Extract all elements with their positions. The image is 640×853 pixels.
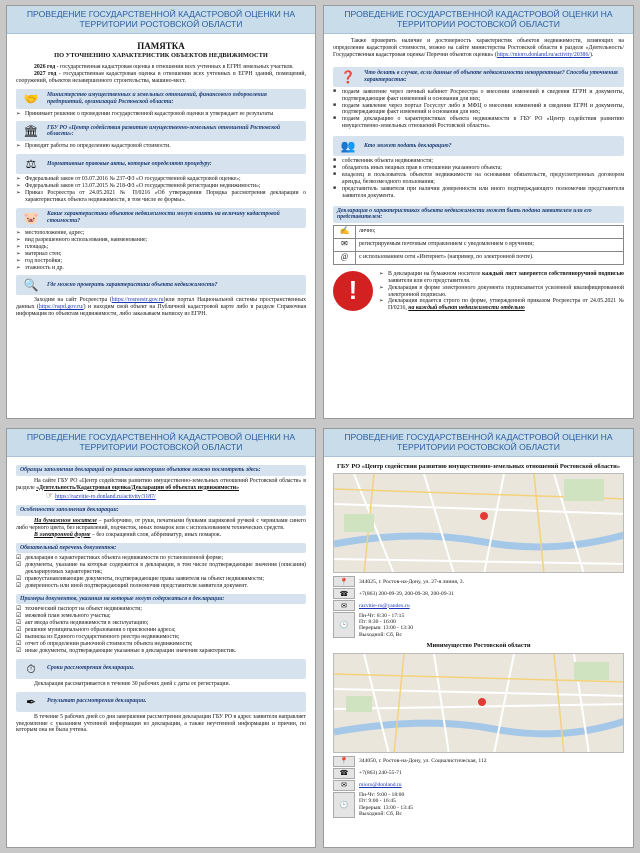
org1-address: 344025, г. Ростов-на-Дону, ул. 27-я линия, 3.: [359, 578, 464, 585]
pointer-icon: ☞: [46, 491, 56, 501]
page-3: [6, 428, 316, 848]
map-ministry[interactable]: [333, 653, 624, 753]
page-header: ПРОВЕДЕНИЕ ГОСУДАРСТВЕННОЙ КАДАСТРОВОЙ ОЦЕНКИ НА ТЕРРИТОРИИ РОСТОВСКОЙ ОБЛАСТИ: [7, 6, 315, 34]
examples-band: Примеры документов, указания на которые могут содержаться в декларации:: [16, 594, 306, 605]
list-item: ➢ площадь;: [16, 244, 306, 251]
result-band: ✒ Результат рассмотрения декларации.: [16, 692, 306, 712]
what-to-do-band: ❓ Что делать в случае, если данные об объекте недвижимости некорректные? Способы уточнения характеристик:: [333, 67, 624, 87]
law-list: [16, 176, 306, 204]
org1-contacts: [333, 576, 624, 638]
mail-icon: ✉: [333, 600, 355, 611]
mail-icon: ✉: [334, 238, 356, 251]
terms-paragraph: Декларация рассматривается в течение 30 рабочих дней с даты ее регистрации.: [34, 680, 231, 687]
piggy-bank-icon: 🐷: [23, 210, 39, 225]
clock-icon: 🕒: [333, 612, 355, 638]
org2-hours: Пн-Чт: 9:00 - 18:00 Пт: 9:00 - 16:45 Перерыв: 13:00 - 13:45 Выходной: Сб, Вс: [359, 792, 414, 818]
who-band: 👥 Кто может подать декларацию?: [333, 136, 624, 156]
list-item: ■ подаем заявление через личный кабинет Росреестра о внесении изменений в сведения ЕГРН и документы, подтверждающие факт изменений и основания для них;: [333, 89, 624, 103]
people-icon: 👥: [340, 139, 356, 154]
list-item: ➢ Федеральный закон от 03.07.2016 № 237-ФЗ «О государственной кадастровой оценке»;: [16, 176, 306, 183]
question-icon: ❓: [340, 69, 356, 84]
phone-icon: ☎: [333, 768, 355, 779]
result-paragraph: В течение 5 рабочих дней со дня завершения рассмотрения декларации ГБУ РО в адрес заявителя направляет уведомление с указанием учтенной информации из декларации, а также неучтенной информации и причин, по которым она не была учтена.: [16, 713, 306, 734]
where-paragraph: Заходим на сайт Росреестра (https://rosreestr.gov.ru)или портал Национальной системы пространственных данных (https://nspd.gov.ru/) и находим свой объект на Публичной кадастровой карте либо в разделе Справочная информация по объектам недвижимости, либо заказываем выписку из ЕГРН.: [16, 297, 307, 318]
list-item: ■ собственник объекта недвижимости;: [333, 158, 624, 165]
page-header: ПРОВЕДЕНИЕ ГОСУДАРСТВЕННОЙ КАДАСТРОВОЙ ОЦЕНКИ НА ТЕРРИТОРИИ РОСТОВСКОЙ ОБЛАСТИ: [7, 429, 315, 457]
list-item: ➢ Федеральный закон от 13.07.2015 № 218-ФЗ «О государственной регистрации недвижимости»;: [16, 183, 306, 190]
org1-phone[interactable]: +7(863) 200-09-39, 200-09-38, 200-09-31: [359, 590, 454, 597]
list-item: ☑ доверенность или иной подтверждающий полномочия представителя заявителя документ.: [16, 583, 306, 590]
ways-table: [333, 225, 624, 265]
org2-address: 344050, г. Ростов-на-Дону, ул. Социалистическая, 112: [359, 758, 487, 765]
clock-icon: 🕒: [333, 792, 355, 818]
what-list: [333, 89, 624, 130]
building-icon: 🏛: [23, 124, 39, 139]
location-icon: [478, 698, 486, 706]
list-item: ☑ иные документы, подтверждающие указанные в декларации значения характеристик.: [16, 648, 306, 655]
list-item: ➢ материал стен;: [16, 251, 306, 258]
list-item: ■ подаем заявление через портал Госуслуг либо в МФЦ о внесении изменений в сведения ЕГРН и документы, подтверждающие факт изменений и основания для них;: [333, 103, 624, 117]
law-band: ⚖ Нормативные правовые акты, которые определяют процедуру:: [16, 154, 306, 174]
list-item: ☑ отчет об определении рыночной стоимости объекта недвижимости;: [16, 641, 306, 648]
pen-icon: ✒: [25, 694, 37, 709]
phone-icon: ☎: [333, 588, 355, 599]
characteristics-list: [16, 230, 306, 271]
list-item: ➢ этажность и др.: [16, 265, 306, 272]
mioro-link[interactable]: https://mioro.donland.ru/activity/20386/: [496, 51, 590, 58]
fill-band: Особенности заполнения декларации:: [16, 505, 306, 516]
list-item: ☑ решение муниципального образования о присвоении адреса;: [16, 627, 306, 634]
year-2026-paragraph: 2026 год - государственная кадастровая оценка в отношении всех учтенных в ЕГРН земельных участков.: [34, 63, 294, 70]
list-item: ➢ Приказ Росреестра от 24.05.2021 № П/0216 «Об утверждении Порядка рассмотрения декларации о характеристиках объекта недвижимости, в том числе ее формы».: [16, 190, 306, 204]
mail-icon: ✉: [333, 780, 355, 791]
clock-icon: ⏱: [26, 661, 36, 676]
list-item: ☑ межевой план земельного участка;: [16, 613, 306, 620]
samples-paragraph: На сайте ГБУ РО «Центр содействия развитию имущественно-земельных отношений Ростовской области» в разделе «Деятельность/Кадастровая оценка/Декларации об объектах недвижимости»: [16, 477, 306, 491]
warn-item-3: ➢ Декларация подается строго по форме, утвержденной приказом Росреестра от 24.05.2021 № П/0216, на каждый объект недвижимости отдельно: [379, 298, 624, 312]
rosreestr-link[interactable]: https://rosreestr.gov.ru: [111, 297, 164, 304]
memo-subtitle: ПО УТОЧНЕНИЮ ХАРАКТЕРИСТИК ОБЪЕКТОВ НЕДВИЖИМОСТИ: [54, 51, 268, 59]
list-item: ☑ правоустанавливающие документы, подтверждающие права заявителя на объект недвижимости;: [16, 576, 306, 583]
gavel-icon: ⚖: [25, 157, 37, 172]
table-row: @ с использованием сети «Интернет» (например, по электронной почте).: [334, 251, 624, 264]
table-row: ✉ регистрируемым почтовым отправлением с уведомлением о вручении;: [334, 238, 624, 251]
paper-paragraph: На бумажном носителе – разборчиво, от руки, печатными буквами шариковой ручкой с чернилами синего либо черного цвета, без исправлений, подчисток, иных помарок или с использованием технических средств.: [16, 517, 306, 531]
gbu-band: 🏛 ГБУ РО «Центр содействия развитию имущественно-земельных отношений Ростовской области»:: [16, 121, 306, 141]
electronic-paragraph: В электронной форме – без сокращений слов, аббревиатур, иных помарок.: [34, 531, 222, 538]
docs-list: [16, 555, 306, 590]
intro-paragraph: Также проверить наличие и достоверность характеристик объектов недвижимости, влияющих на определение кадастровой стоимости, можно на сайте министерства Ростовской области в разделе «Деятельность/ Государственная кадастровая оценка/ Перечни объектов оценки» (https://mioro.donland.ru/activity/20386/).: [333, 38, 624, 58]
at-icon: @: [334, 251, 356, 264]
org1-name: ГБУ РО «Центр содействия развитию имущественно-земельных отношений Ростовской области»: [336, 463, 621, 470]
page-header: ПРОВЕДЕНИЕ ГОСУДАРСТВЕННОЙ КАДАСТРОВОЙ ОЦЕНКИ НА ТЕРРИТОРИИ РОСТОВСКОЙ ОБЛАСТИ: [324, 6, 633, 34]
map-gbu[interactable]: [333, 473, 624, 573]
where-band: 🔍 Где можно проверить характеристики объекта недвижимости?: [16, 275, 306, 295]
org2-name: Минимущество Ростовской области: [426, 642, 531, 650]
samples-link-row: [16, 493, 306, 501]
list-item: ☑ технический паспорт на объект недвижимости;: [16, 606, 306, 613]
list-item: ■ владелец и пользователь объектов недвижимости на основании обязательств, предусмотренных договором аренды, безвозмездного пользования;: [333, 172, 624, 186]
page-1: [6, 5, 316, 419]
list-item: ■ обладатель иных вещных прав в отношении указанного объекта;: [333, 165, 624, 172]
list-item: ■ подаем декларацию о характеристиках объекта недвижимости в ГБУ РО «Центр содействия развитию имущественно-земельных отношений Ростовской области».: [333, 116, 624, 130]
warn-item-2: ➢ Декларация в форме электронного документа подписывается усиленной квалифицированной электронной подписью.: [379, 285, 624, 299]
location-icon: [480, 512, 488, 520]
org1-email[interactable]: razvitie-ro@yandex.ru: [359, 602, 410, 609]
page-2: [323, 5, 634, 419]
list-item: ➢ вид разрешенного использования, наименование;: [16, 237, 306, 244]
ministry-band: 🤝 Министерство имущественных и земельных отношений, финансового оздоровления предприятий, организаций Ростовской области:: [16, 89, 306, 109]
location-icon: 📍: [333, 756, 355, 767]
razvitie-link[interactable]: https://razvitie-ro.donland.ru/activity/3187/: [55, 494, 156, 501]
list-item: ➢ местоположение, адрес;: [16, 230, 306, 237]
org2-email[interactable]: mioro@donland.ru: [359, 782, 402, 789]
memo-title: ПАМЯТКА: [137, 41, 185, 51]
warn-item-1: ➢ В декларации на бумажном носителе каждый лист заверяется собственноручной подписью заявителя или его представителя.: [379, 271, 624, 285]
who-list: [333, 158, 624, 199]
location-icon: 📍: [333, 576, 355, 587]
characteristics-band: 🐷 Какие характеристики объектов недвижимости могут влиять на величину кадастровой стоимости?: [16, 208, 306, 228]
list-item: ☑ документы, указание на которые содержится в декларации, в том числе подтверждающие значения (описания) декларируемых характеристик;: [16, 562, 306, 576]
handshake-icon: 🤝: [23, 91, 39, 106]
docs-band: Обязательный перечень документов:: [16, 543, 306, 554]
ways-band: Декларация о характеристиках объекта недвижимости может быть подана заявителем или его представителем:: [333, 206, 624, 223]
list-item: ☑ декларация о характеристиках объекта недвижимости по установленной форме;: [16, 555, 306, 562]
examples-list: [16, 606, 306, 654]
ministry-text: ➢ Принимает решение о проведении государственной кадастровой оценки и утверждает ее результаты: [16, 111, 306, 118]
year-2027-paragraph: 2027 год - государственная кадастровая оценка в отношении всех учтенных в ЕГРН зданий, помещений, сооружений, объектов незавершенного строительства, машино-мест.: [16, 70, 306, 84]
page-4: [323, 428, 634, 848]
samples-band: Образцы заполнения деклараций по разным категориям объектов можно посмотреть здесь:: [16, 465, 306, 476]
list-item: ☑ выписка из Единого государственного реестра недвижимости;: [16, 634, 306, 641]
warning-block: [333, 271, 624, 312]
org1-hours: Пн-Чт: 8:30 - 17:15 Пт: 8:30 - 16:00 Перерыв: 13:00 - 13:30 Выходной: Сб, Вс: [359, 612, 414, 638]
list-item: ■ представитель заявителя при наличии доверенности или иного подтверждающего полномочия представителя заявителя документа.: [333, 186, 624, 200]
terms-band: ⏱ Сроки рассмотрения декларации.: [16, 659, 306, 679]
org2-phone[interactable]: +7(863) 240-55-71: [359, 770, 402, 777]
org2-contacts: [333, 756, 624, 818]
list-item: ☑ акт ввода объекта недвижимости в эксплуатацию;: [16, 620, 306, 627]
warning-icon: !: [333, 271, 373, 311]
list-item: ➢ год постройки;: [16, 258, 306, 265]
page-header: ПРОВЕДЕНИЕ ГОСУДАРСТВЕННОЙ КАДАСТРОВОЙ ОЦЕНКИ НА ТЕРРИТОРИИ РОСТОВСКОЙ ОБЛАСТИ: [324, 429, 633, 457]
magnifier-icon: 🔍: [23, 278, 39, 293]
nspd-link[interactable]: https://nspd.gov.ru/: [38, 304, 84, 311]
pen-icon: ✍: [334, 225, 356, 238]
gbu-text: ➢ Проводит работы по определению кадастровой стоимости.: [16, 143, 306, 150]
table-row: ✍ лично;: [334, 225, 624, 238]
